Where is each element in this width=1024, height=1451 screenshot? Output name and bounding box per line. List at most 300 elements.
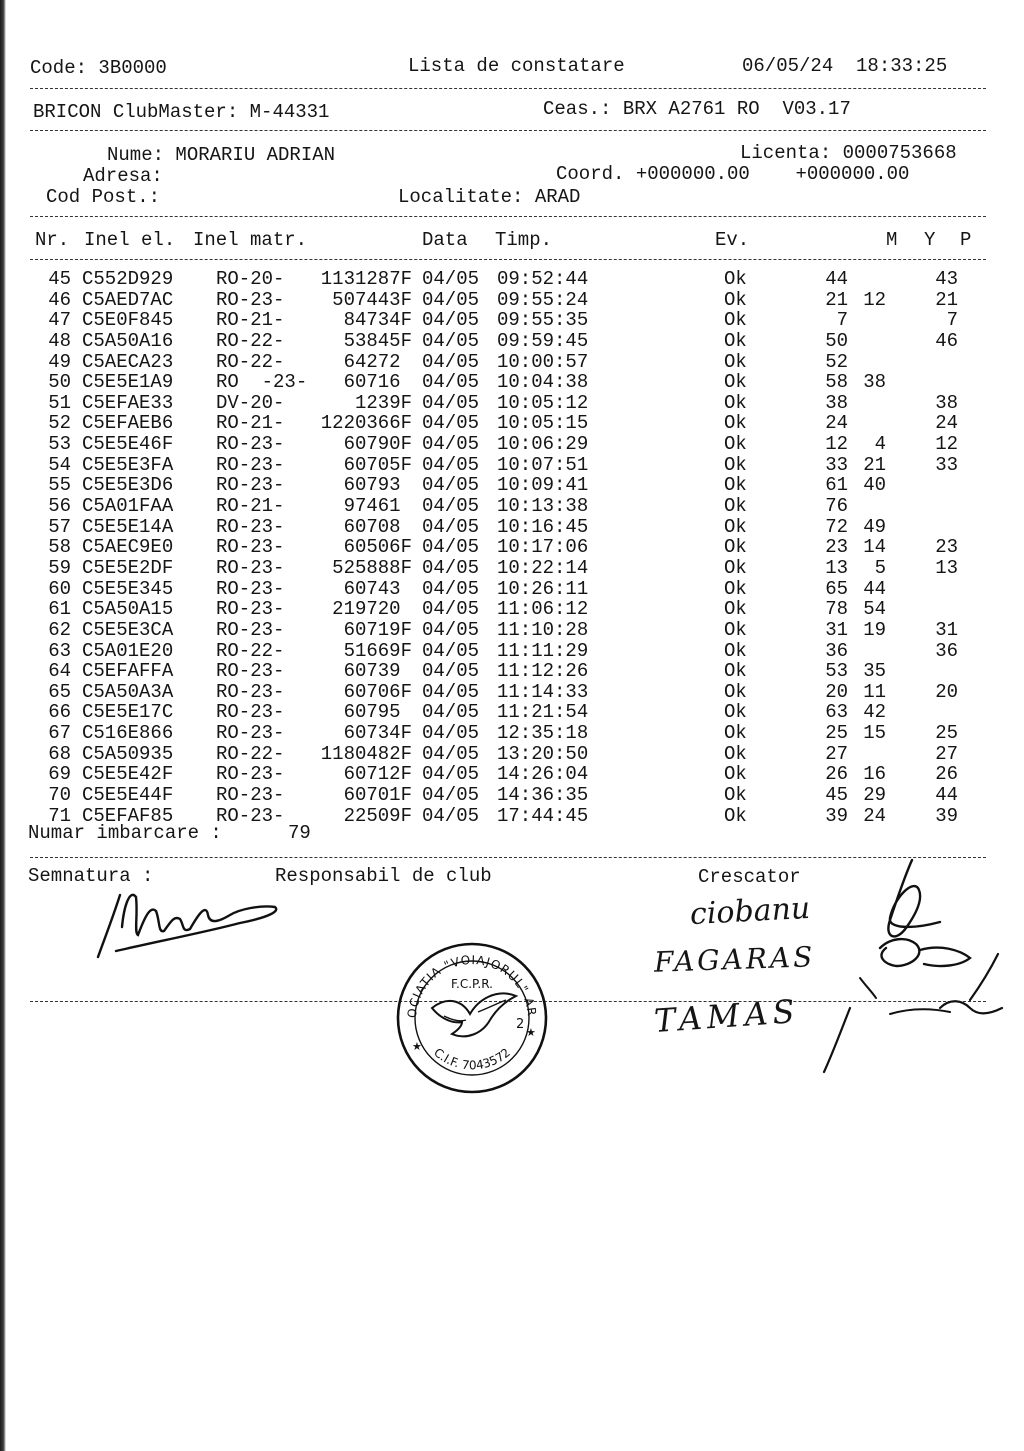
row-m: 13: [825, 556, 848, 579]
row-time: 09:59:45: [497, 329, 589, 352]
row-date: 04/05: [422, 474, 480, 497]
table-row: [0, 620, 1024, 641]
row-ring-series: RO-21-: [216, 412, 285, 435]
clubmaster-id: BRICON ClubMaster: M-44331: [33, 101, 330, 123]
row-ring-number: 60795: [343, 701, 412, 724]
row-p: 21: [935, 288, 958, 311]
row-electronic-ring: C5E5E3CA: [82, 618, 174, 641]
row-m: 63: [825, 701, 848, 724]
row-time: 12:35:18: [497, 722, 589, 745]
row-m: 7: [836, 309, 848, 332]
row-electronic-ring: C5E5E1A9: [82, 371, 174, 394]
row-nr: 46: [48, 288, 71, 311]
row-m: 31: [825, 618, 848, 641]
table-row: [0, 331, 1024, 352]
row-date: 04/05: [422, 722, 480, 745]
row-time: 10:07:51: [497, 453, 589, 476]
owner-locality: Localitate: ARAD: [398, 186, 581, 208]
stamp-number: 2: [516, 1017, 525, 1032]
row-event: Ok: [724, 556, 747, 579]
row-m: 25: [825, 722, 848, 745]
row-event: Ok: [724, 680, 747, 703]
row-ring-series: RO-23-: [216, 433, 285, 456]
row-electronic-ring: C5A50A3A: [82, 680, 174, 703]
row-ring-number: 219720: [332, 598, 412, 621]
row-p: 24: [935, 412, 958, 435]
row-time: 10:16:45: [497, 515, 589, 538]
row-event: Ok: [724, 722, 747, 745]
row-event: Ok: [724, 350, 747, 373]
row-p: 13: [935, 556, 958, 579]
row-m: 27: [825, 742, 848, 765]
row-m: 26: [825, 763, 848, 786]
row-electronic-ring: C5E5E3D6: [82, 474, 174, 497]
table-row: [0, 744, 1024, 765]
row-ring-series: RO-23-: [216, 701, 285, 724]
table-row: [0, 517, 1024, 538]
row-time: 10:13:38: [497, 495, 589, 518]
row-y: 38: [863, 371, 886, 394]
row-ring-number: 60793: [343, 474, 412, 497]
row-nr: 61: [48, 598, 71, 621]
row-date: 04/05: [422, 680, 480, 703]
row-y: 15: [863, 722, 886, 745]
signature-label: Semnatura :: [28, 865, 154, 887]
table-row: [0, 372, 1024, 393]
row-nr: 56: [48, 495, 71, 518]
row-time: 10:09:41: [497, 474, 589, 497]
row-ring-number: 64272: [343, 350, 412, 373]
row-p: 12: [935, 433, 958, 456]
row-y: 40: [863, 474, 886, 497]
row-ring-series: DV-20-: [216, 391, 285, 414]
col-timp: Timp.: [495, 229, 553, 251]
row-event: Ok: [724, 577, 747, 600]
row-time: 11:11:29: [497, 639, 589, 662]
table-row: [0, 269, 1024, 290]
row-ring-series: RO-21-: [216, 309, 285, 332]
row-date: 04/05: [422, 639, 480, 662]
row-electronic-ring: C5EFAF85: [82, 804, 174, 827]
table-row: [0, 352, 1024, 373]
row-nr: 54: [48, 453, 71, 476]
row-ring-number: 1220366F: [320, 412, 412, 435]
row-time: 10:22:14: [497, 556, 589, 579]
row-ring-number: 97461: [343, 495, 412, 518]
row-p: 7: [946, 309, 958, 332]
row-electronic-ring: C5A01FAA: [82, 495, 174, 518]
row-ring-series: RO -23-: [216, 371, 308, 394]
row-date: 04/05: [422, 350, 480, 373]
row-ring-number: 60716: [343, 371, 412, 394]
row-date: 04/05: [422, 453, 480, 476]
row-ring-series: RO-22-: [216, 742, 285, 765]
row-y: 44: [863, 577, 886, 600]
row-date: 04/05: [422, 784, 480, 807]
row-date: 04/05: [422, 515, 480, 538]
row-event: Ok: [724, 474, 747, 497]
row-electronic-ring: C516E866: [82, 722, 174, 745]
signature-left-icon: [90, 875, 290, 965]
row-nr: 71: [48, 804, 71, 827]
row-y: 54: [863, 598, 886, 621]
row-nr: 59: [48, 556, 71, 579]
table-row: [0, 413, 1024, 434]
row-ring-series: RO-21-: [216, 495, 285, 518]
row-ring-number: 525888F: [332, 556, 412, 579]
handwritten-city-1: ciobanu: [689, 890, 812, 933]
table-row: [0, 764, 1024, 785]
row-nr: 69: [48, 763, 71, 786]
col-m: M: [886, 229, 898, 251]
row-ring-series: RO-23-: [216, 618, 285, 641]
row-ring-number: 60705F: [343, 453, 412, 476]
row-event: Ok: [724, 453, 747, 476]
row-y: 35: [863, 660, 886, 683]
row-date: 04/05: [422, 309, 480, 332]
row-ring-number: 60739: [343, 660, 412, 683]
row-ring-series: RO-23-: [216, 288, 285, 311]
row-ring-series: RO-22-: [216, 639, 285, 662]
row-nr: 45: [48, 268, 71, 290]
table-row: [0, 723, 1024, 744]
row-m: 52: [825, 350, 848, 373]
row-ring-number: 60701F: [343, 784, 412, 807]
row-electronic-ring: C5E5E44F: [82, 784, 174, 807]
col-y: Y: [924, 229, 936, 251]
table-row: [0, 455, 1024, 476]
row-time: 10:06:29: [497, 433, 589, 456]
row-event: Ok: [724, 701, 747, 724]
row-m: 44: [825, 268, 848, 290]
row-time: 09:55:35: [497, 309, 589, 332]
row-ring-number: 60734F: [343, 722, 412, 745]
row-m: 23: [825, 536, 848, 559]
row-date: 04/05: [422, 433, 480, 456]
row-electronic-ring: C5E5E3FA: [82, 453, 174, 476]
row-electronic-ring: C5E5E42F: [82, 763, 174, 786]
owner-name: Nume: MORARIU ADRIAN: [107, 144, 336, 166]
row-electronic-ring: C5E5E14A: [82, 515, 174, 538]
svg-text:★: ★: [526, 1026, 536, 1039]
row-m: 45: [825, 784, 848, 807]
row-p: 23: [935, 536, 958, 559]
row-nr: 62: [48, 618, 71, 641]
row-event: Ok: [724, 598, 747, 621]
row-m: 58: [825, 371, 848, 394]
row-m: 21: [825, 288, 848, 311]
col-inel-el: Inel el.: [84, 229, 176, 251]
row-ring-series: RO-22-: [216, 350, 285, 373]
table-row: [0, 537, 1024, 558]
row-event: Ok: [724, 329, 747, 352]
row-m: 76: [825, 495, 848, 518]
row-ring-number: 60708: [343, 515, 412, 538]
row-nr: 68: [48, 742, 71, 765]
row-ring-number: 60506F: [343, 536, 412, 559]
row-time: 10:17:06: [497, 536, 589, 559]
row-time: 09:55:24: [497, 288, 589, 311]
row-time: 11:12:26: [497, 660, 589, 683]
row-ring-series: RO-23-: [216, 577, 285, 600]
col-inel-matr: Inel matr.: [193, 229, 308, 251]
divider: [30, 88, 986, 89]
table-row: [0, 785, 1024, 806]
row-electronic-ring: C5E5E46F: [82, 433, 174, 456]
row-p: 43: [935, 268, 958, 290]
row-m: 53: [825, 660, 848, 683]
row-nr: 53: [48, 433, 71, 456]
row-event: Ok: [724, 618, 747, 641]
row-electronic-ring: C5EFAE33: [82, 391, 174, 414]
row-event: Ok: [724, 536, 747, 559]
row-event: Ok: [724, 763, 747, 786]
row-p: 31: [935, 618, 958, 641]
code-label: Code: 3B0000: [30, 57, 167, 79]
col-nr: Nr.: [35, 229, 70, 251]
row-ring-series: RO-23-: [216, 453, 285, 476]
table-row: [0, 702, 1024, 723]
row-date: 04/05: [422, 329, 480, 352]
row-date: 04/05: [422, 556, 480, 579]
print-datetime: 06/05/24 18:33:25: [742, 55, 948, 77]
row-p: 26: [935, 763, 958, 786]
row-ring-number: 1180482F: [320, 742, 412, 765]
row-time: 11:10:28: [497, 618, 589, 641]
table-row: [0, 682, 1024, 703]
row-event: Ok: [724, 804, 747, 827]
row-time: 09:52:44: [497, 268, 589, 290]
row-time: 11:06:12: [497, 598, 589, 621]
row-date: 04/05: [422, 763, 480, 786]
row-event: Ok: [724, 495, 747, 518]
row-date: 04/05: [422, 598, 480, 621]
row-electronic-ring: C5A50A15: [82, 598, 174, 621]
row-y: 49: [863, 515, 886, 538]
row-date: 04/05: [422, 742, 480, 765]
row-event: Ok: [724, 660, 747, 683]
row-nr: 65: [48, 680, 71, 703]
table-row: [0, 310, 1024, 331]
row-m: 78: [825, 598, 848, 621]
row-ring-series: RO-23-: [216, 784, 285, 807]
row-y: 19: [863, 618, 886, 641]
row-m: 61: [825, 474, 848, 497]
row-m: 20: [825, 680, 848, 703]
row-nr: 67: [48, 722, 71, 745]
row-p: 46: [935, 329, 958, 352]
row-event: Ok: [724, 515, 747, 538]
row-ring-series: RO-23-: [216, 536, 285, 559]
row-electronic-ring: C552D929: [82, 268, 174, 290]
row-time: 10:26:11: [497, 577, 589, 600]
row-m: 33: [825, 453, 848, 476]
row-electronic-ring: C5AED7AC: [82, 288, 174, 311]
svg-text:C.I.F. 7043572: [431, 1045, 513, 1072]
boarding-count-label: Numar imbarcare :: [28, 822, 222, 844]
row-ring-number: 84734F: [343, 309, 412, 332]
row-date: 04/05: [422, 536, 480, 559]
row-ring-number: 1239F: [354, 391, 412, 414]
row-electronic-ring: C5E5E345: [82, 577, 174, 600]
row-ring-series: RO-22-: [216, 329, 285, 352]
row-p: 33: [935, 453, 958, 476]
divider: [30, 130, 986, 131]
row-ring-number: 60790F: [343, 433, 412, 456]
row-ring-series: RO-23-: [216, 598, 285, 621]
row-electronic-ring: C5E5E2DF: [82, 556, 174, 579]
stamp-bottom-text: C.I.F. 7043572: [431, 1045, 513, 1073]
row-electronic-ring: C5AEC9E0: [82, 536, 174, 559]
row-m: 39: [825, 804, 848, 827]
row-nr: 52: [48, 412, 71, 435]
row-nr: 48: [48, 329, 71, 352]
row-event: Ok: [724, 742, 747, 765]
owner-coordinates: Coord. +000000.00 +000000.00: [556, 163, 910, 185]
row-event: Ok: [724, 268, 747, 290]
row-m: 12: [825, 433, 848, 456]
row-y: 29: [863, 784, 886, 807]
row-event: Ok: [724, 639, 747, 662]
association-stamp-icon: [386, 927, 552, 1098]
row-p: 20: [935, 680, 958, 703]
row-time: 10:05:15: [497, 412, 589, 435]
row-ring-number: 51669F: [343, 639, 412, 662]
row-date: 04/05: [422, 701, 480, 724]
stamp-top-text: ASOCIATIA "VOIAJORUL" ARAD: [386, 927, 539, 1019]
row-date: 04/05: [422, 412, 480, 435]
club-responsible-label: Responsabil de club: [275, 865, 492, 887]
row-m: 65: [825, 577, 848, 600]
row-time: 13:20:50: [497, 742, 589, 765]
table-row: [0, 496, 1024, 517]
table-row: [0, 290, 1024, 311]
signature-right-icon: [820, 858, 1010, 1078]
row-event: Ok: [724, 412, 747, 435]
table-row: [0, 579, 1024, 600]
row-ring-series: RO-23-: [216, 660, 285, 683]
row-date: 04/05: [422, 268, 480, 290]
row-p: 25: [935, 722, 958, 745]
row-ring-number: 60712F: [343, 763, 412, 786]
row-electronic-ring: C5AECA23: [82, 350, 174, 373]
row-p: 27: [935, 742, 958, 765]
row-event: Ok: [724, 391, 747, 414]
row-time: 11:21:54: [497, 701, 589, 724]
table-row: [0, 475, 1024, 496]
row-nr: 49: [48, 350, 71, 373]
row-time: 10:05:12: [497, 391, 589, 414]
row-ring-number: 60743: [343, 577, 412, 600]
row-y: 14: [863, 536, 886, 559]
row-nr: 55: [48, 474, 71, 497]
row-p: 38: [935, 391, 958, 414]
divider: [30, 259, 986, 260]
row-time: 14:26:04: [497, 763, 589, 786]
clock-id: Ceas.: BRX A2761 RO V03.17: [543, 98, 851, 120]
row-y: 16: [863, 763, 886, 786]
row-y: 42: [863, 701, 886, 724]
row-ring-series: RO-23-: [216, 474, 285, 497]
row-electronic-ring: C5A01E20: [82, 639, 174, 662]
row-nr: 47: [48, 309, 71, 332]
row-ring-series: RO-20-: [216, 268, 285, 290]
handwritten-city-3: TAMAS: [652, 991, 801, 1041]
row-m: 24: [825, 412, 848, 435]
row-y: 4: [874, 433, 886, 456]
table-row: [0, 599, 1024, 620]
row-p: 36: [935, 639, 958, 662]
row-date: 04/05: [422, 371, 480, 394]
row-m: 72: [825, 515, 848, 538]
row-electronic-ring: C5E0F845: [82, 309, 174, 332]
document-title: Lista de constatare: [408, 55, 625, 77]
row-m: 36: [825, 639, 848, 662]
row-p: 44: [935, 784, 958, 807]
breeder-label: Crescator: [698, 866, 801, 888]
row-nr: 51: [48, 391, 71, 414]
row-y: 24: [863, 804, 886, 827]
row-nr: 66: [48, 701, 71, 724]
row-electronic-ring: C5A50935: [82, 742, 174, 765]
row-y: 11: [863, 680, 886, 703]
row-ring-series: RO-23-: [216, 680, 285, 703]
col-data: Data: [422, 229, 468, 251]
row-ring-series: RO-23-: [216, 515, 285, 538]
row-time: 14:36:35: [497, 784, 589, 807]
row-date: 04/05: [422, 618, 480, 641]
col-ev: Ev.: [715, 229, 750, 251]
row-p: 39: [935, 804, 958, 827]
row-ring-number: 1131287F: [320, 268, 412, 290]
arrival-table: [0, 269, 1024, 826]
owner-postal-code: Cod Post.:: [46, 186, 161, 208]
row-nr: 64: [48, 660, 71, 683]
row-electronic-ring: C5EFAEB6: [82, 412, 174, 435]
row-m: 50: [825, 329, 848, 352]
row-event: Ok: [724, 784, 747, 807]
col-p: P: [960, 229, 972, 251]
row-time: 10:00:57: [497, 350, 589, 373]
row-nr: 58: [48, 536, 71, 559]
row-time: 11:14:33: [497, 680, 589, 703]
row-date: 04/05: [422, 288, 480, 311]
stamp-mid-text: F.C.P.R.: [451, 977, 493, 991]
table-row: [0, 393, 1024, 414]
row-time: 17:44:45: [497, 804, 589, 827]
owner-address: Adresa:: [83, 165, 163, 187]
row-ring-number: 60706F: [343, 680, 412, 703]
row-y: 5: [874, 556, 886, 579]
row-electronic-ring: C5EFAFFA: [82, 660, 174, 683]
row-event: Ok: [724, 309, 747, 332]
row-date: 04/05: [422, 391, 480, 414]
table-row: [0, 641, 1024, 662]
row-ring-series: RO-23-: [216, 722, 285, 745]
row-nr: 50: [48, 371, 71, 394]
row-ring-number: 53845F: [343, 329, 412, 352]
table-row: [0, 434, 1024, 455]
row-electronic-ring: C5E5E17C: [82, 701, 174, 724]
row-event: Ok: [724, 371, 747, 394]
handwritten-city-2: FAGARAS: [653, 940, 816, 979]
table-row: [0, 558, 1024, 579]
row-date: 04/05: [422, 495, 480, 518]
row-date: 04/05: [422, 804, 480, 827]
boarding-count-value: 79: [288, 822, 311, 844]
row-event: Ok: [724, 433, 747, 456]
row-y: 21: [863, 453, 886, 476]
